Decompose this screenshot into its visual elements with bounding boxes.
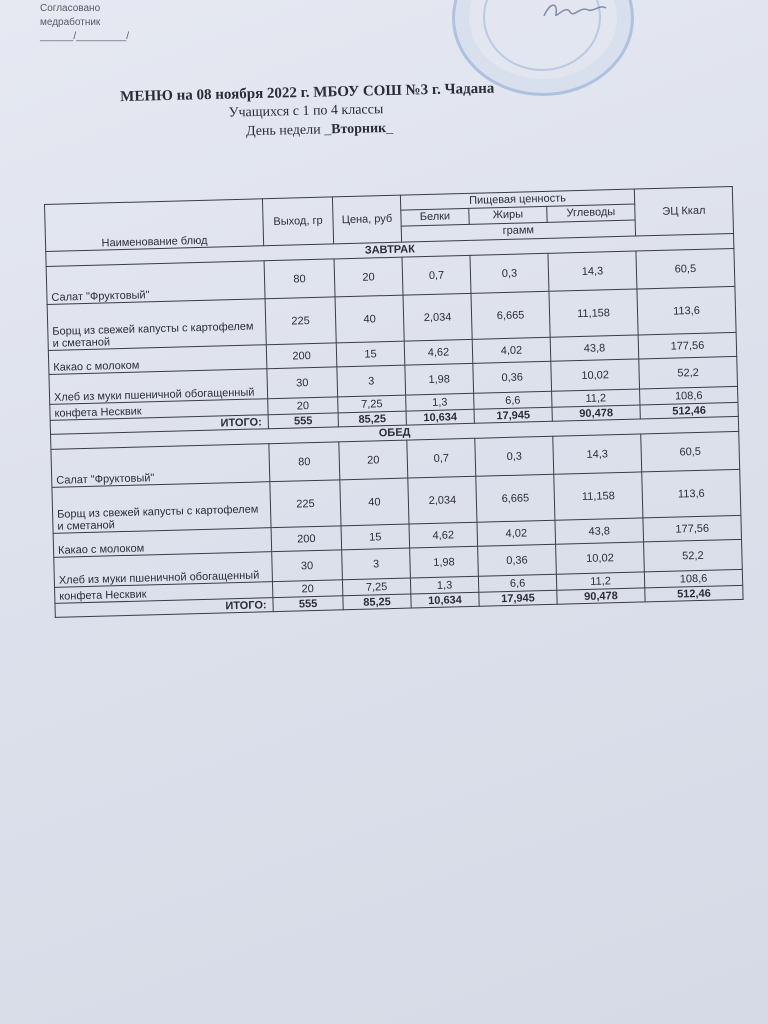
dish-protein: 1,98: [405, 363, 474, 395]
dish-name: конфета Несквик: [55, 582, 273, 604]
dish-fat: 6,665: [471, 291, 550, 339]
total-yield: 555: [268, 413, 338, 429]
total-label: ИТОГО:: [50, 415, 268, 435]
dish-protein: 0,7: [407, 438, 476, 478]
total-price: 85,25: [338, 411, 406, 427]
header-nutrition: Пищевая ценность: [400, 189, 634, 210]
dish-name: Салат "Фруктовый": [51, 444, 270, 488]
total-fat: 17,945: [474, 407, 552, 423]
weekday-value: Вторник: [330, 121, 387, 138]
dish-yield: 225: [265, 297, 336, 345]
weekday-suffix: _: [386, 120, 394, 137]
dish-energy: 113,6: [637, 286, 736, 335]
dish-price: 7,25: [342, 578, 410, 596]
dish-yield: 30: [272, 550, 343, 582]
dish-yield: 225: [270, 480, 341, 528]
dish-yield: 200: [266, 343, 337, 369]
dish-fat: 4,02: [472, 337, 551, 363]
dish-fat: 0,36: [478, 544, 557, 576]
dish-price: 20: [339, 440, 408, 480]
menu-subtitle: Учащихся с 1 по 4 классы: [228, 102, 384, 121]
dish-name: Салат "Фруктовый": [46, 261, 265, 305]
dish-fat: 4,02: [477, 520, 556, 546]
dish-carbs: 10,02: [551, 359, 640, 391]
header-unit: грамм: [401, 220, 635, 242]
dish-carbs: 10,02: [556, 542, 645, 574]
header-energy: ЭЦ Ккал: [634, 186, 733, 236]
dish-fat: 0,3: [475, 436, 554, 476]
total-label: ИТОГО:: [55, 598, 273, 618]
dish-energy: 60,5: [641, 431, 740, 472]
dish-price: 20: [334, 257, 403, 297]
total-protein: 10,634: [411, 592, 479, 608]
dish-price: 40: [340, 478, 409, 526]
total-yield: 555: [273, 596, 343, 612]
dish-energy: 113,6: [642, 469, 741, 518]
dish-protein: 1,98: [410, 546, 479, 578]
dish-energy: 108,6: [640, 386, 738, 405]
dish-name: Хлеб из муки пшеничной обогащенный: [49, 369, 268, 405]
dish-yield: 20: [268, 397, 338, 415]
header-name: Наименование блюд: [45, 199, 264, 252]
section-breakfast: [46, 233, 739, 434]
header-protein: Белки: [401, 208, 469, 226]
menu-table-wrap: [44, 186, 744, 618]
total-carbs: 90,478: [557, 588, 645, 604]
total-price: 85,25: [343, 594, 411, 610]
approval-line-medic: медработник: [40, 17, 101, 28]
dish-name: Борщ из свежей капусты с картофелем и сметаной: [47, 299, 266, 351]
dish-protein: 4,62: [409, 522, 478, 548]
menu-title: МЕНЮ на 08 ноября 2022 г. МБОУ СОШ №3 г. Чадана: [120, 80, 495, 106]
approval-signature-line: ______/_________/: [40, 31, 129, 42]
dish-price: 3: [337, 365, 406, 397]
dish-protein: 2,034: [408, 476, 477, 524]
approval-block: [40, 2, 129, 44]
dish-fat: 6,6: [474, 391, 552, 409]
total-protein: 10,634: [406, 409, 474, 425]
dish-fat: 0,3: [470, 253, 549, 293]
dish-name: конфета Несквик: [50, 399, 268, 421]
dish-carbs: 43,8: [550, 335, 639, 361]
dish-name: Хлеб из муки пшеничной обогащенный: [54, 552, 273, 588]
total-carbs: 90,478: [552, 405, 640, 421]
section-title: ОБЕД: [51, 416, 739, 449]
dish-fat: 6,6: [478, 574, 556, 592]
dish-carbs: 43,8: [555, 518, 644, 544]
total-energy: 512,46: [640, 402, 738, 419]
dish-protein: 0,7: [402, 255, 471, 295]
total-fat: 17,945: [479, 590, 557, 606]
section-title: ЗАВТРАК: [46, 233, 734, 266]
dish-energy: 108,6: [644, 569, 742, 588]
dish-yield: 20: [272, 580, 342, 598]
dish-name: Борщ из свежей капусты с картофелем и сметаной: [52, 482, 271, 534]
weekday-label: День недели _: [245, 122, 332, 140]
header-yield: Выход, гр: [262, 197, 333, 246]
header-fat: Жиры: [469, 206, 547, 224]
dish-protein: 4,62: [404, 339, 473, 365]
dish-protein: 1,3: [406, 393, 474, 411]
dish-protein: 1,3: [410, 576, 478, 594]
dish-energy: 177,56: [638, 332, 737, 359]
dish-price: 15: [341, 524, 410, 550]
section-lunch: [51, 416, 744, 617]
total-energy: 512,46: [645, 585, 743, 602]
dish-price: 40: [335, 295, 404, 343]
dish-carbs: 11,158: [554, 472, 643, 520]
menu-header: [80, 76, 601, 146]
dish-fat: 0,36: [473, 361, 552, 393]
menu-table: [44, 186, 744, 618]
dish-energy: 52,2: [639, 356, 738, 389]
dish-yield: 200: [271, 526, 342, 552]
dish-yield: 80: [264, 259, 335, 299]
dish-carbs: 14,3: [553, 434, 642, 474]
dish-name: Какао с молоком: [53, 528, 272, 558]
dish-protein: 2,034: [403, 293, 472, 341]
dish-carbs: 14,3: [548, 251, 637, 291]
dish-price: 7,25: [338, 395, 406, 413]
dish-carbs: 11,2: [552, 389, 640, 407]
dish-price: 15: [336, 341, 405, 367]
dish-yield: 30: [267, 367, 338, 399]
dish-fat: 6,665: [476, 474, 555, 522]
dish-carbs: 11,2: [556, 572, 644, 590]
dish-name: Какао с молоком: [48, 345, 267, 375]
dish-energy: 52,2: [644, 539, 743, 572]
header-carbs: Углеводы: [547, 204, 635, 222]
dish-carbs: 11,158: [549, 289, 638, 337]
dish-energy: 60,5: [636, 248, 735, 289]
dish-yield: 80: [269, 442, 340, 482]
approval-line-agreed: Согласовано: [40, 3, 101, 14]
signature-mark: [540, 0, 610, 22]
header-price: Цена, руб: [332, 195, 401, 244]
dish-energy: 177,56: [643, 515, 742, 542]
dish-price: 3: [342, 548, 411, 580]
